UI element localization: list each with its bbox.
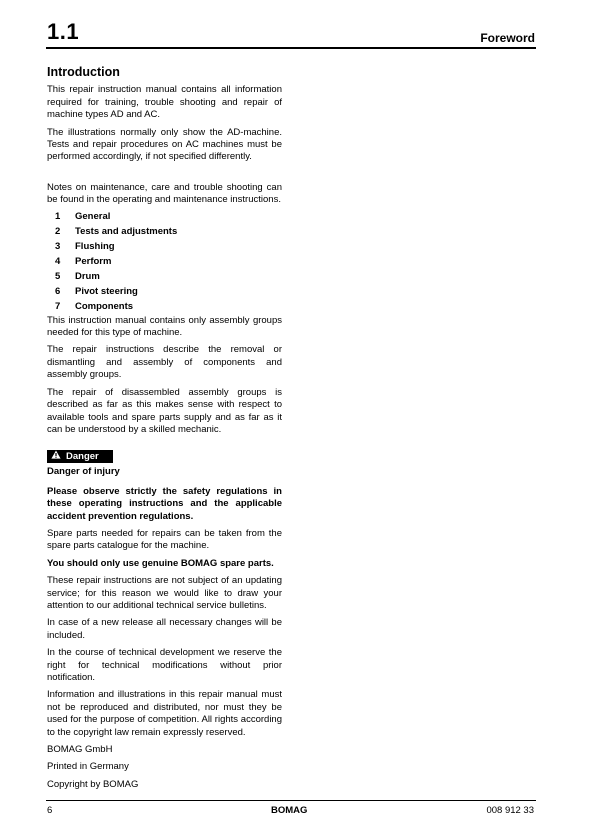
danger-badge [47,450,113,463]
section-number: 1.1 [47,19,80,44]
chapter-number: 7 [55,300,61,312]
page-heading: Introduction [47,65,120,79]
chapter-number: 1 [55,210,61,222]
chapter-label: Pivot steering [75,285,138,297]
section-title: Foreword [480,31,535,45]
main-column [47,66,282,796]
intro-paragraph-2: The illustrations normally only show the AD-machine. Tests and repair procedures on AC machines must be performed accordingly, if not specified differently. [47,126,282,163]
copyright-paragraph: Information and illustrations in this repair manual must not be reproduced and distributed, nor must they be used for the purpose of competition. All rights according to the copyright law remain expressly reserved. [47,689,282,738]
chapter-label: Tests and adjustments [75,225,178,237]
chapter-label: Perform [75,255,112,267]
notes-paragraph: Notes on maintenance, care and trouble shooting can be found in the operating and maintenance instructions. [47,181,282,206]
new-release-paragraph: In case of a new release all necessary changes will be included. [47,617,282,641]
updating-paragraph: These repair instructions are not subject of an updating service; for this reason we would like to draw your attention to our additional technical service bulletins. [47,575,282,611]
page-number: 6 [47,805,53,816]
company-name: BOMAG GmbH [47,744,113,756]
header-rule [46,47,536,49]
chapter-item [47,239,282,254]
assembly-paragraph: This instruction manual contains only assembly groups needed for this type of machine. [47,314,282,339]
danger-heading: Danger of injury [47,466,120,478]
repair-paragraph: The repair instructions describe the removal or dismantling and assembly of components and assembly groups. [47,344,282,381]
chapter-number: 2 [55,225,61,237]
chapter-item [47,209,282,224]
chapter-label: Components [75,300,134,312]
footer-brand: BOMAG [271,805,308,816]
chapter-number: 3 [55,240,61,252]
footer-rule [46,800,536,801]
danger-label: Danger [66,450,99,462]
chapter-label: Drum [75,270,100,282]
chapter-item [47,299,282,314]
disassembled-paragraph: The repair of disassembled assembly groups is described as far as this makes sense with respect to available tools and spare parts supply and as far as it can be understood by a skilled mechanic. [47,386,282,435]
warning-triangle-icon [51,450,61,463]
chapter-item [47,254,282,269]
tech-development-paragraph: In the course of technical development we reserve the right for technical modifications without prior notification. [47,647,282,683]
chapter-label: General [75,210,111,222]
chapter-item [47,284,282,299]
chapter-item [47,269,282,284]
chapter-label: Flushing [75,240,115,252]
intro-paragraph-1: This repair instruction manual contains all information required for training, trouble shooting and repair of machine types AD and AC. [47,84,282,121]
document-number: 008 912 33 [486,805,534,816]
chapter-list [47,209,282,314]
chapter-item [47,224,282,239]
chapter-number: 5 [55,270,61,282]
genuine-parts-notice: You should only use genuine BOMAG spare parts. [47,557,274,569]
chapter-number: 4 [55,255,61,267]
spare-parts-paragraph: Spare parts needed for repairs can be taken from the spare parts catalogue for the machine. [47,527,282,552]
printed-in: Printed in Germany [47,761,129,773]
copyright-line: Copyright by BOMAG [47,778,139,790]
chapter-number: 6 [55,285,61,297]
danger-text: Please observe strictly the safety regulations in these operating instructions and the applicable accident prevention regulations. [47,485,282,522]
